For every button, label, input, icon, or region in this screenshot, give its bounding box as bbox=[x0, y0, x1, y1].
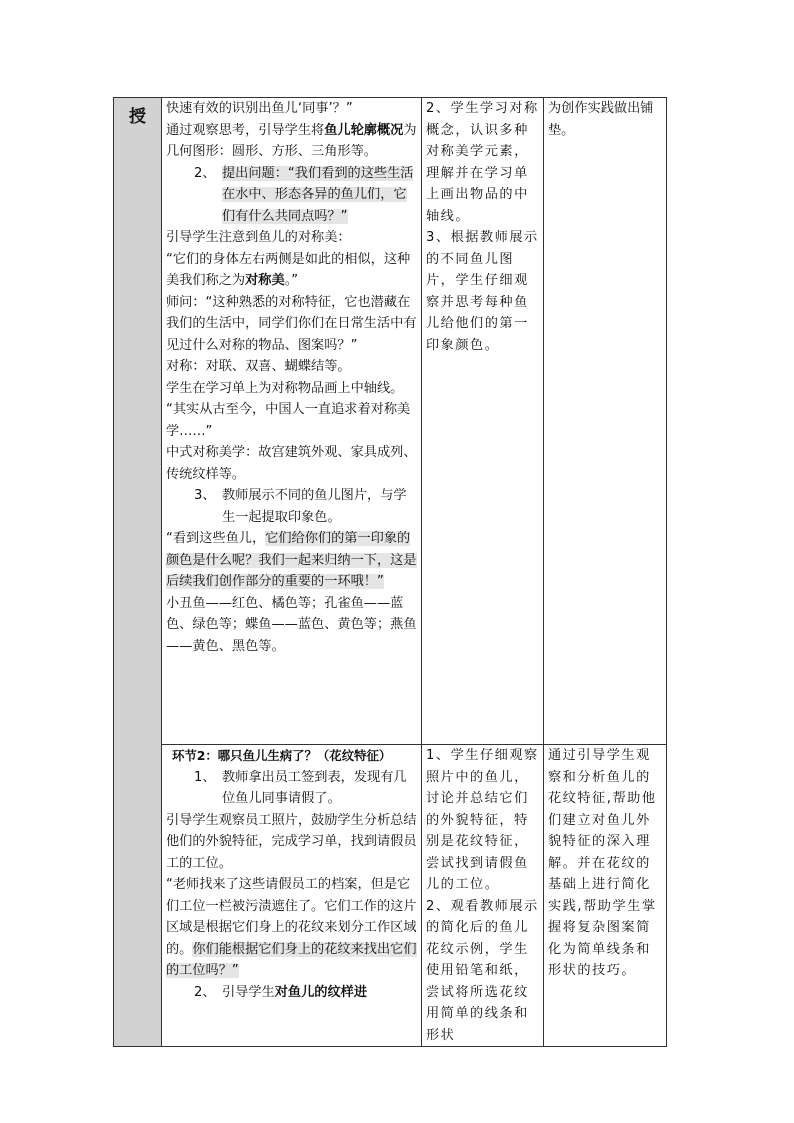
teacher-step: 1、 教师拿出员工签到表，发现有几位鱼儿同事请假了。 bbox=[194, 769, 407, 806]
teacher-step: 2、 提出问题：“我们看到的这些生活在水中、形态各异的鱼儿们，它们有什么共同点吗？” bbox=[194, 165, 414, 224]
design-intent-cell bbox=[544, 98, 667, 745]
teacher-activity-cell bbox=[162, 745, 422, 1047]
teacher-text: 通过观察思考，引导学生将鱼儿轮廓概况为几何图形：圆形、方形、三角形等。 bbox=[166, 122, 417, 159]
teacher-text: 引导学生注意到鱼儿的对称美： bbox=[166, 230, 351, 245]
student-text: 1、学生仔细观察照片中的鱼儿，讨论并总结它们的外貌特征，特别是花纹特征，尝试找到请假鱼儿的工位。 bbox=[426, 748, 539, 892]
student-activity-cell bbox=[422, 745, 544, 1047]
teacher-text: 快速有效的识别出鱼儿‘同事’？” bbox=[166, 101, 353, 116]
student-text: 2、观看教师展示的简化后的鱼儿花纹示例，学生使用铅笔和纸，尝试将所选花纹用简单的线条和形状 bbox=[426, 898, 539, 1043]
teacher-text: 引导学生观察员工照片，鼓励学生分析总结他们的外貌特征，完成学习单，找到请假员工的工位。 bbox=[166, 812, 417, 871]
teacher-step: 3、 教师展示不同的鱼儿图片，与学生一起提取印象色。 bbox=[194, 488, 407, 525]
teacher-text: 师问：“这种熟悉的对称特征，它也潜藏在我们的生活中，同学们你们在日常生活中有见过什么对称的物品、图案吗？” bbox=[166, 294, 417, 353]
teacher-text: 对称：对联、双喜、蝴蝶结等。 bbox=[166, 359, 351, 374]
student-text: 3、根据教师展示的不同鱼儿图片，学生仔细观察并思考每种鱼儿给他们的第一印象颜色。 bbox=[426, 230, 539, 353]
lesson-plan-table bbox=[113, 97, 667, 1047]
section-title: 环节2：哪只鱼儿生病了？（花纹特征） bbox=[172, 748, 392, 763]
stage-cell bbox=[114, 98, 162, 1047]
teacher-text: 中式对称美学：故宫建筑外观、家具成列、传统纹样等。 bbox=[166, 445, 417, 482]
design-intent-cell bbox=[544, 745, 667, 1047]
teacher-quote: “看到这些鱼儿，它们给你们的第一印象的颜色是什么呢？我们一起来归纳一下，这是后续我们创作部分的重要的一环哦！” bbox=[166, 531, 417, 589]
teacher-quote: “老师找来了这些请假员工的档案，但是它们工位一栏被污渍遮住了。它们工作的这片区域是根据它们身上的花纹来划分工作区域的。你们能根据它们身上的花纹来找出它们的工位吗？” bbox=[166, 877, 417, 978]
stage-label: 授 bbox=[129, 107, 146, 127]
teacher-step: 2、 引导学生对鱼儿的纹样进 bbox=[194, 984, 368, 1000]
teacher-quote: “其实从古至今，中国人一直追求着对称美学……” bbox=[166, 402, 411, 439]
teacher-text: 小丑鱼——红色、橘色等；孔雀鱼——蓝色、绿色等；蝶鱼——蓝色、黄色等；燕鱼——黄色、黑色等。 bbox=[166, 595, 417, 654]
table-row bbox=[114, 98, 667, 745]
student-activity-cell bbox=[422, 98, 544, 745]
table-row bbox=[114, 745, 667, 1047]
teacher-quote: “它们的身体左右两侧是如此的相似，这种美我们称之为对称美。” bbox=[166, 251, 411, 288]
intent-text: 为创作实践做出铺垫。 bbox=[548, 101, 654, 138]
teacher-text: 学生在学习单上为对称物品画上中轴线。 bbox=[166, 380, 404, 396]
intent-text: 通过引导学生观察和分析鱼儿的花纹特征,帮助他们建立对鱼儿外貌特征的深入理解。并在花纹的基础上进行简化实践,帮助学生掌握将复杂图案简化为简单线条和形状的技巧。 bbox=[548, 748, 657, 978]
student-text: 2、学生学习对称概念，认识多种对称美学元素，理解并在学习单上画出物品的中轴线。 bbox=[426, 101, 539, 224]
teacher-activity-cell bbox=[162, 98, 422, 745]
